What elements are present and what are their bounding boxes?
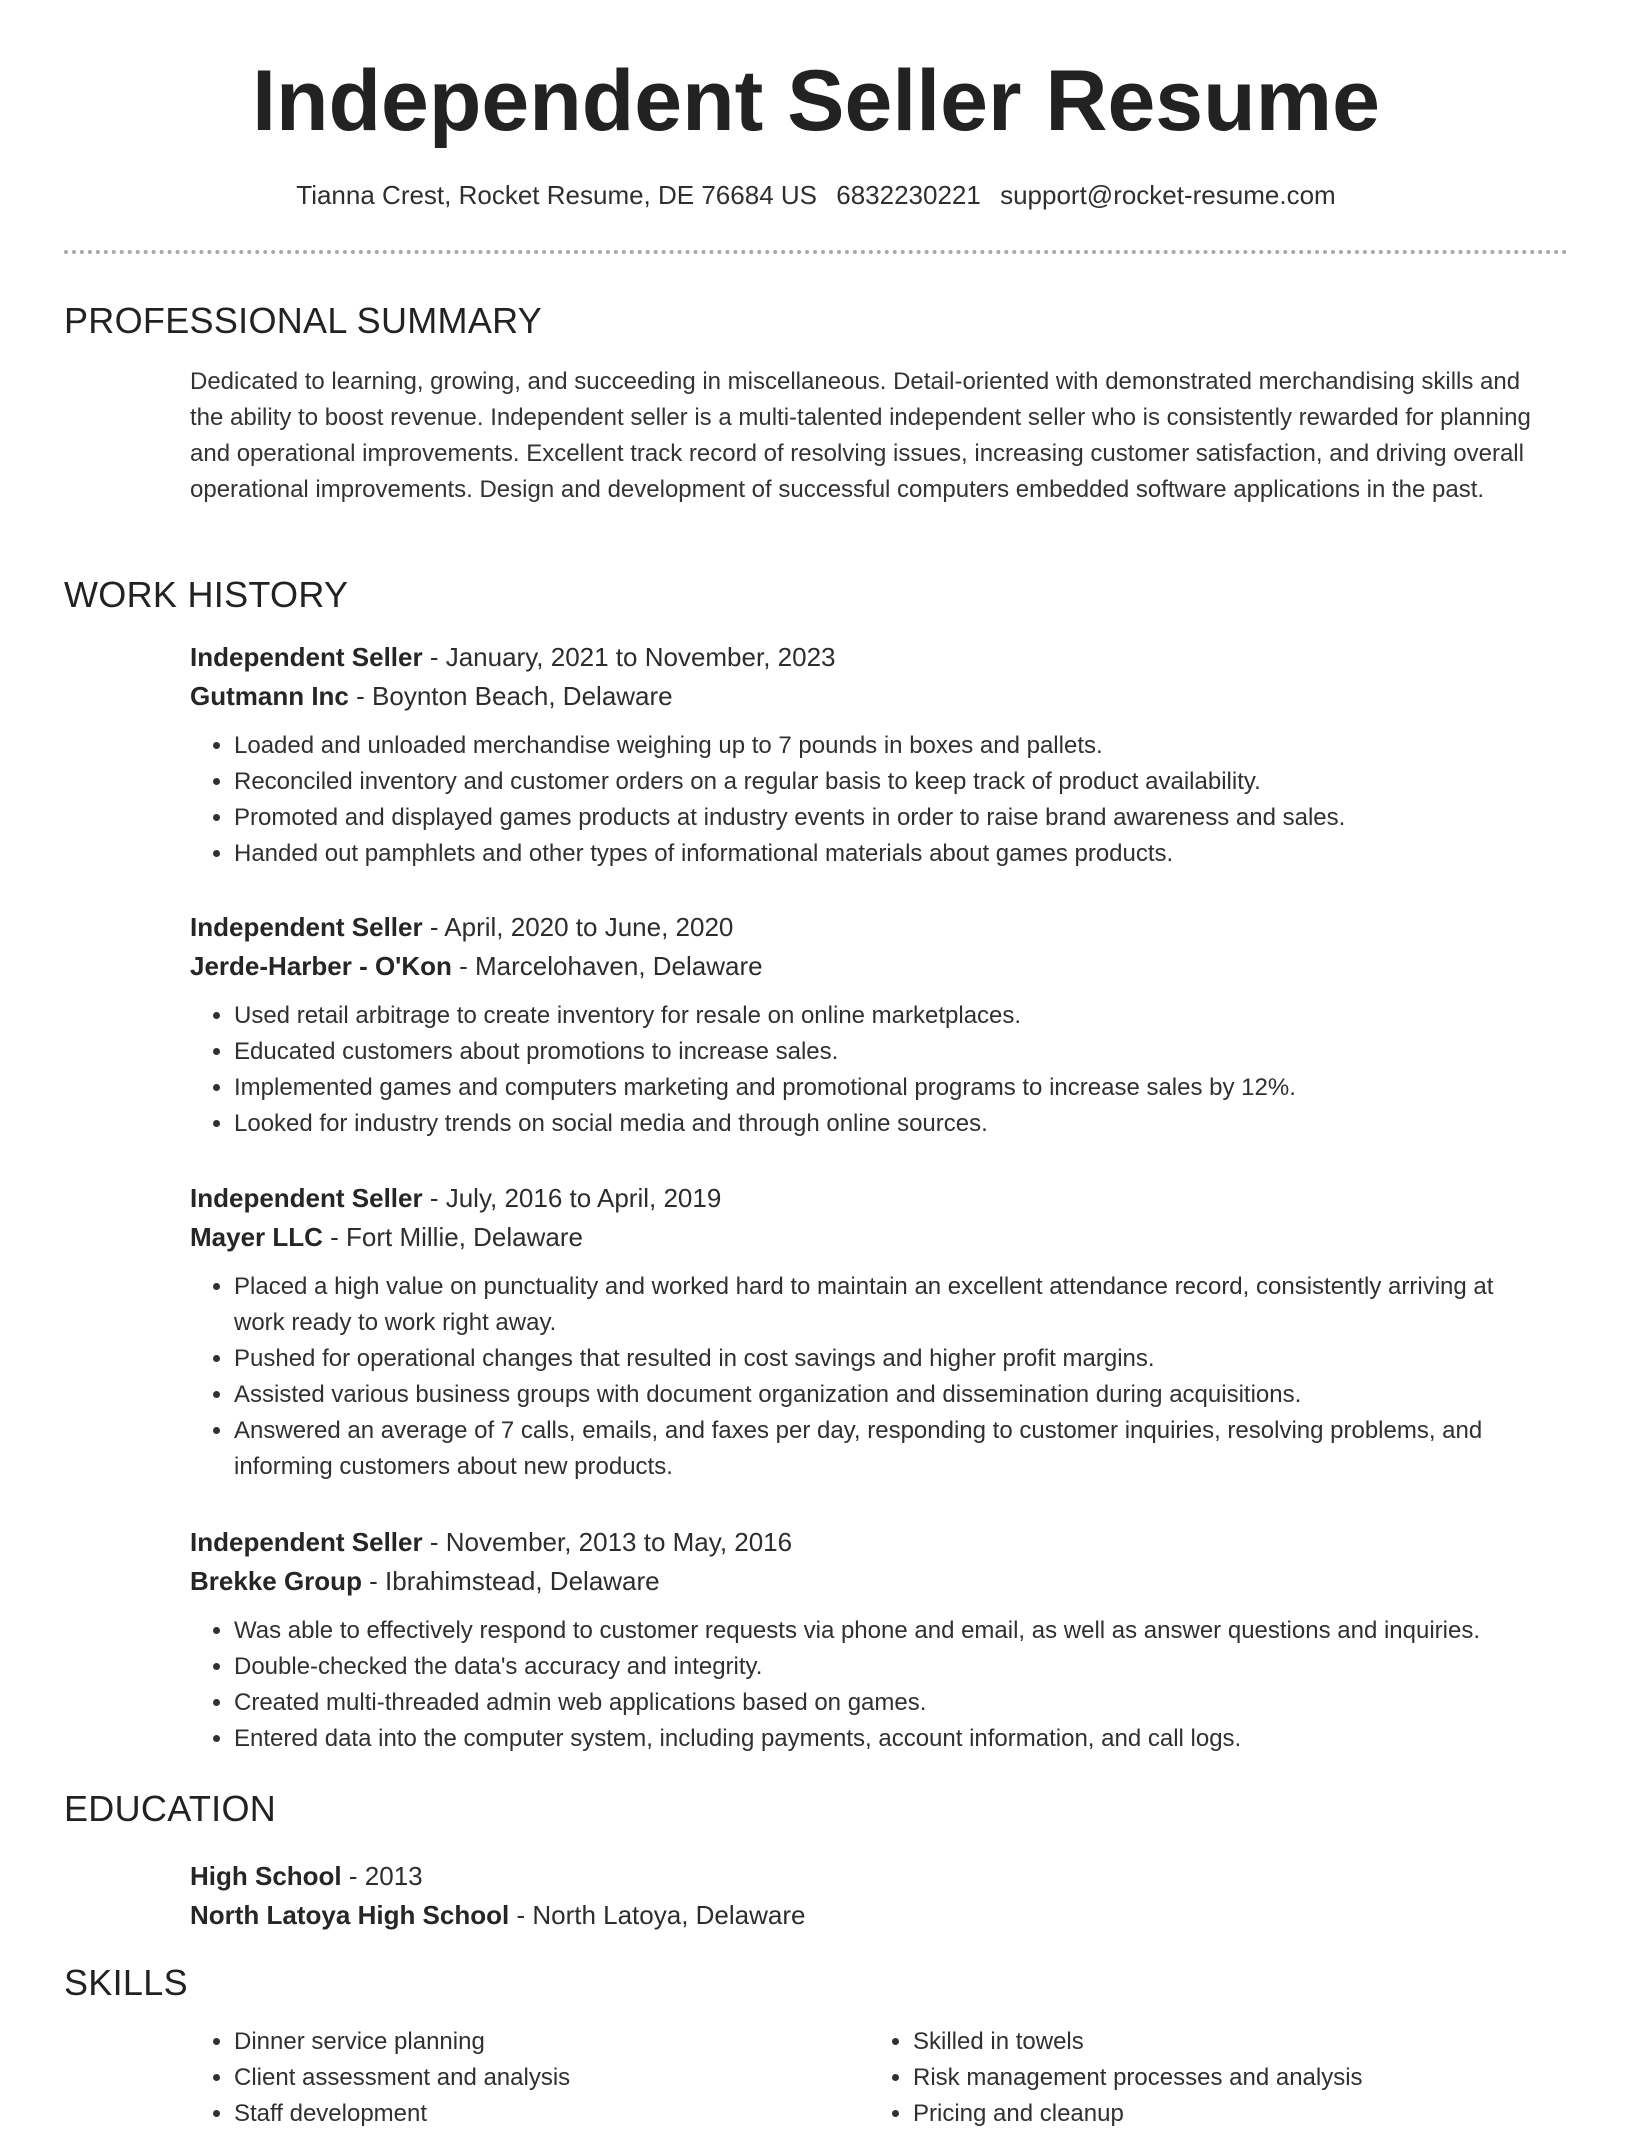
job-title-line — [190, 638, 1550, 677]
resume-title: Independent Seller Resume — [252, 53, 1380, 149]
job-location: - Ibrahimstead, Delaware — [361, 1566, 660, 1596]
job-title: Independent Seller — [190, 912, 423, 942]
skill-item: • Pricing and cleanup — [913, 2096, 1553, 2132]
job-entry — [190, 1179, 1550, 1485]
job-entry — [190, 908, 1550, 1142]
job-company-line — [190, 947, 1550, 986]
skill-item: • Skilled in towels — [913, 2024, 1553, 2060]
contact-address: Tianna Crest, Rocket Resume, DE 76684 US — [296, 180, 817, 210]
skills-list-right — [869, 2024, 1553, 2132]
education-school: North Latoya High School — [190, 1900, 510, 1930]
job-bullet: • Answered an average of 7 calls, emails, and faxes per day, responding to customer inquiries, resolving problems, and informing customers about new products. — [234, 1413, 1550, 1485]
job-company: Brekke Group — [190, 1566, 362, 1596]
job-bullet: • Looked for industry trends on social media and through online sources. — [234, 1106, 1550, 1142]
job-company: Mayer LLC — [190, 1222, 323, 1252]
job-dates: - January, 2021 to November, 2023 — [422, 642, 836, 672]
job-company: Jerde-Harber - O'Kon — [190, 951, 452, 981]
job-bullet: • Assisted various business groups with document organization and dissemination during acquisitions. — [234, 1377, 1550, 1413]
contact-email: support@rocket-resume.com — [1000, 180, 1336, 210]
contact-phone: 6832230221 — [836, 180, 981, 210]
education-entry — [190, 1857, 1550, 1935]
skill-item: • Client assessment and analysis — [234, 2060, 854, 2096]
job-bullet: • Handed out pamphlets and other types of informational materials about games products. — [234, 836, 1550, 872]
job-bullet: • Promoted and displayed games products at industry events in order to raise brand awareness and sales. — [234, 800, 1550, 836]
skill-item: • Dinner service planning — [234, 2024, 854, 2060]
job-company: Gutmann Inc — [190, 681, 349, 711]
job-location: - Boynton Beach, Delaware — [348, 681, 673, 711]
job-bullet: • Was able to effectively respond to customer requests via phone and email, as well as answer questions and inquiries. — [234, 1613, 1550, 1649]
job-title: Independent Seller — [190, 1527, 423, 1557]
job-bullet: • Entered data into the computer system, including payments, account information, and call logs. — [234, 1721, 1550, 1757]
contact-line — [0, 180, 1632, 211]
skills-list-left — [190, 2024, 854, 2132]
job-company-line — [190, 1218, 1550, 1257]
job-company-line — [190, 1562, 1550, 1601]
job-company-line — [190, 677, 1550, 716]
job-bullets — [190, 1613, 1550, 1757]
job-bullet: • Created multi-threaded admin web applications based on games. — [234, 1685, 1550, 1721]
education-school-line — [190, 1896, 1550, 1935]
skill-item: • Risk management processes and analysis — [913, 2060, 1553, 2096]
work-history-heading: WORK HISTORY — [64, 574, 349, 615]
job-title-line — [190, 908, 1550, 947]
job-entry — [190, 1523, 1550, 1757]
header-divider — [64, 250, 1568, 254]
job-bullet: • Reconciled inventory and customer orders on a regular basis to keep track of product availability. — [234, 764, 1550, 800]
education-year: - 2013 — [341, 1861, 423, 1891]
job-dates: - July, 2016 to April, 2019 — [422, 1183, 722, 1213]
job-title: Independent Seller — [190, 642, 423, 672]
summary-heading: PROFESSIONAL SUMMARY — [64, 300, 543, 341]
job-bullet: • Used retail arbitrage to create inventory for resale on online marketplaces. — [234, 998, 1550, 1034]
job-dates: - April, 2020 to June, 2020 — [422, 912, 734, 942]
job-location: - Fort Millie, Delaware — [322, 1222, 583, 1252]
job-bullets — [190, 998, 1550, 1142]
job-bullet: • Double-checked the data's accuracy and integrity. — [234, 1649, 1550, 1685]
education-heading: EDUCATION — [64, 1788, 277, 1829]
education-degree-line — [190, 1857, 1550, 1896]
job-dates: - November, 2013 to May, 2016 — [422, 1527, 793, 1557]
job-title: Independent Seller — [190, 1183, 423, 1213]
summary-text: Dedicated to learning, growing, and succeeding in miscellaneous. Detail-oriented with demonstrated merchandising skills and the ability to boost revenue. Independent seller is a multi-talented independent seller who is consistently rewarded for planning and operational improvements. Excellent track record of resolving issues, increasing customer satisfaction, and driving overall operational improvements. Design and development of successful computers embedded software applications in the past. — [190, 368, 1531, 503]
job-entry — [190, 638, 1550, 872]
job-location: - Marcelohaven, Delaware — [451, 951, 763, 981]
job-bullets — [190, 1269, 1550, 1485]
job-title-line — [190, 1523, 1550, 1562]
skill-item: • Staff development — [234, 2096, 854, 2132]
education-degree: High School — [190, 1861, 342, 1891]
job-bullet: • Pushed for operational changes that resulted in cost savings and higher profit margins. — [234, 1341, 1550, 1377]
job-bullet: • Loaded and unloaded merchandise weighing up to 7 pounds in boxes and pallets. — [234, 728, 1550, 764]
skills-heading: SKILLS — [64, 1962, 188, 2003]
job-bullets — [190, 728, 1550, 872]
job-bullet: • Implemented games and computers marketing and promotional programs to increase sales by 12%. — [234, 1070, 1550, 1106]
education-location: - North Latoya, Delaware — [509, 1900, 806, 1930]
job-title-line — [190, 1179, 1550, 1218]
job-bullet: • Placed a high value on punctuality and worked hard to maintain an excellent attendance record, consistently arriving at work ready to work right away. — [234, 1269, 1550, 1341]
job-bullet: • Educated customers about promotions to increase sales. — [234, 1034, 1550, 1070]
